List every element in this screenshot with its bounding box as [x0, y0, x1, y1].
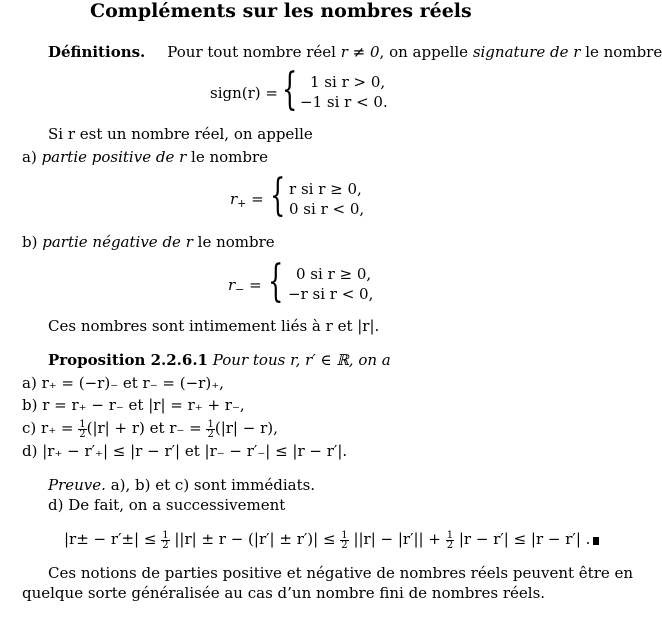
rplus-lhs: $r_+$ =: [230, 190, 264, 210]
qed-square-icon: [593, 537, 599, 545]
proof-equation: |r± − r′±| ≤ $\frac{1}{2}$ ||r| ± r − (|r′| ± r′)| ≤ $\frac{1}{2}$ ||r| − |r′|| + $\frac{1}{2}$ |r − r′| ≤ |r − r′| .: [64, 530, 599, 550]
sign-case-2: −1 si r < 0.: [300, 93, 388, 111]
proposition-item-a: a) r₊ = (−r)₋ et r₋ = (−r)₊,: [22, 374, 224, 392]
definitions-intro-1: Pour tout nombre réel: [167, 43, 341, 61]
rplus-case-2: 0 si r < 0,: [289, 200, 365, 218]
closing-line-1: Ces notions de parties positive et négative de nombres réels peuvent être en: [48, 564, 634, 582]
linked-sentence: Ces nombres sont intimement liés à r et |r|.: [48, 317, 380, 335]
rplus-brace: {: [270, 170, 286, 221]
closing-line-2: quelque sorte généralisée au cas d’un nombre fini de nombres réels.: [22, 584, 546, 602]
rminus-case-1: 0 si r ≥ 0,: [296, 265, 372, 283]
proposition-item-d: d) |r₊ − r′₊| ≤ |r − r′| et |r₋ − r′₋| ≤ |r − r′|.: [22, 442, 348, 460]
proposition-heading: [48, 351, 391, 369]
proof-line-1: Preuve. a), b) et c) sont immédiats.: [48, 476, 316, 494]
if-line: Si r est un nombre réel, on appelle: [48, 125, 313, 143]
rminus-lhs: $r_-$ =: [228, 276, 262, 296]
rplus-case-1: r si r ≥ 0,: [289, 180, 362, 198]
definitions-label: Définitions.: [48, 43, 146, 61]
rminus-case-2: −r si r < 0,: [288, 285, 374, 303]
proposition-statement: Pour tous r, r′ ∈ ℝ, on a: [208, 351, 391, 369]
item-b-definition: b) partie négative de r le nombre: [22, 233, 275, 251]
definitions-paragraph: [48, 43, 662, 61]
proof-line-2: d) De fait, on a successivement: [48, 496, 286, 514]
definitions-intro-var: r ≠ 0: [340, 43, 380, 61]
proof-label: Preuve.: [48, 476, 106, 494]
sign-case-1: 1 si r > 0,: [310, 73, 386, 91]
rminus-brace: {: [268, 256, 284, 307]
sign-lhs: sign(r) =: [210, 84, 278, 102]
item-a-definition: a) partie positive de r le nombre: [22, 148, 269, 166]
definitions-intro-3: le nombre: [580, 43, 662, 61]
definitions-intro-2: , on appelle: [379, 43, 473, 61]
proposition-item-c: c) r₊ = $\frac{1}{2}$ (|r| + r) et r₋ = $\frac{1}{2}$ (|r| − r),: [22, 419, 278, 440]
proposition-label: Proposition 2.2.6.1: [48, 351, 208, 369]
sign-brace: {: [282, 64, 298, 115]
proposition-item-b: b) r = r₊ − r₋ et |r| = r₊ + r₋,: [22, 396, 245, 414]
page-title: Compléments sur les nombres réels: [90, 0, 472, 22]
definitions-intro-term: signature de r: [472, 43, 581, 61]
